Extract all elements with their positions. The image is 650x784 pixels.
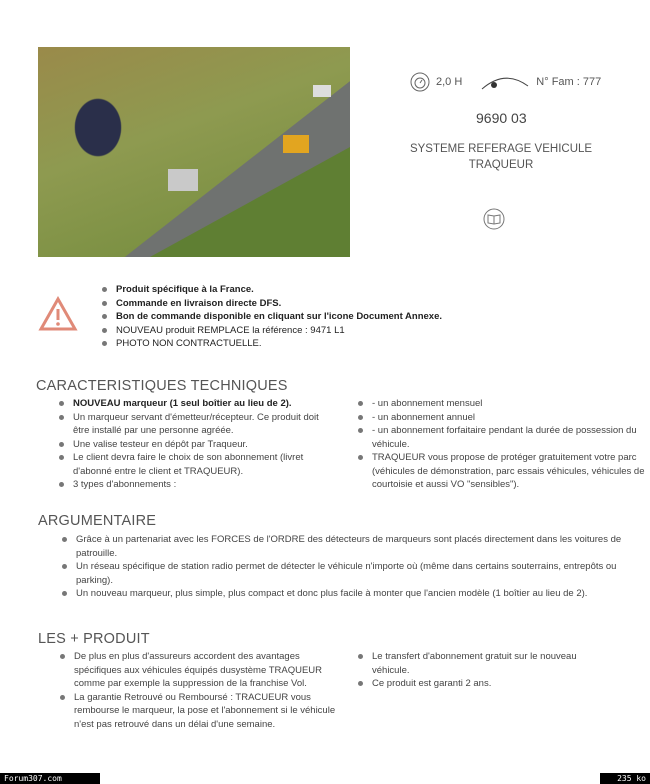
list-item: 3 types d'abonnements : [57,478,337,492]
title-line-2: TRAQUEUR [468,159,534,171]
list-item: De plus en plus d'assureurs accordent des avantages spécifiques aux véhicules équipés dusystème TRAQUEUR comme par exemple la suppression de la franchise Vol. [58,650,338,691]
product-photo [38,47,350,257]
list-item: Le client devra faire le choix de son abonnement (livret d'abonné entre le client et TRAQUEUR). [57,451,337,478]
reference-number: 9690 03 [476,110,527,126]
notice: NOUVEAU produit REMPLACE la référence : 9471 L1 [100,324,442,338]
notice: Bon de commande disponible en cliquant sur l'icone Document Annexe. [100,310,442,324]
curve-icon [480,74,530,90]
product-title [396,141,606,173]
duration: 2,0 H [436,76,463,88]
footer-size: 235 ko [600,773,650,784]
warning-icon [38,296,78,332]
section-title-argumentaire: ARGUMENTAIRE [38,513,157,529]
notice: Commande en livraison directe DFS. [100,297,442,311]
list-item: Une valise testeur en dépôt par Traqueur. [57,438,337,452]
list-item: Grâce à un partenariat avec les FORCES de l'ORDRE des détecteurs de marqueurs sont placés directement dans les voitures de patrouille. [60,533,640,560]
fam-number: N° Fam : 777 [536,76,602,88]
footer-site: Forum307.com [0,773,100,784]
header-meta [410,72,601,92]
section-title-plus-produit: LES + PRODUIT [38,631,150,647]
list-item: TRAQUEUR vous propose de protéger gratuitement votre parc (véhicules de démonstration, parc essais véhicules, véhicules de courtoisie et aussi VO "sensibles"). [356,451,646,492]
list-item: Un nouveau marqueur, plus simple, plus compact et donc plus facile à monter que l'ancien modèle (1 boîtier au lieu de 2). [60,587,640,601]
title-line-1: SYSTEME REFERAGE VEHICULE [409,143,593,155]
document-annex-icon[interactable] [483,208,505,230]
list-item: Ce produit est garanti 2 ans. [356,677,616,691]
section-title-caracteristiques: CARACTERISTIQUES TECHNIQUES [36,378,288,394]
list-item: Un réseau spécifique de station radio permet de détecter le véhicule n'importe où (même dans certains souterrains, entrepôts ou parking). [60,560,640,587]
stopwatch-icon [410,72,430,92]
list-item: Le transfert d'abonnement gratuit sur le nouveau véhicule. [356,650,616,677]
notice-list [100,283,442,351]
list-item: Un marqueur servant d'émetteur/récepteur. Ce produit doit être installé par une personne agréée. [57,411,337,438]
notice: Produit spécifique à la France. [100,283,442,297]
helicopter-icon [58,87,138,177]
notice: PHOTO NON CONTRACTUELLE. [100,337,442,351]
list-item: La garantie Retrouvé ou Remboursé : TRACUEUR vous rembourse le marqueur, la pose et l'abonnement si le véhicule n'est pas retrouvé dans un délai d'une semaine. [58,691,338,732]
list-item: - un abonnement annuel [356,411,646,425]
list-item: - un abonnement mensuel [356,397,646,411]
list-item: NOUVEAU marqueur (1 seul boîtier au lieu de 2). [57,397,337,411]
list-item: - un abonnement forfaitaire pendant la durée de possession du véhicule. [356,424,646,451]
